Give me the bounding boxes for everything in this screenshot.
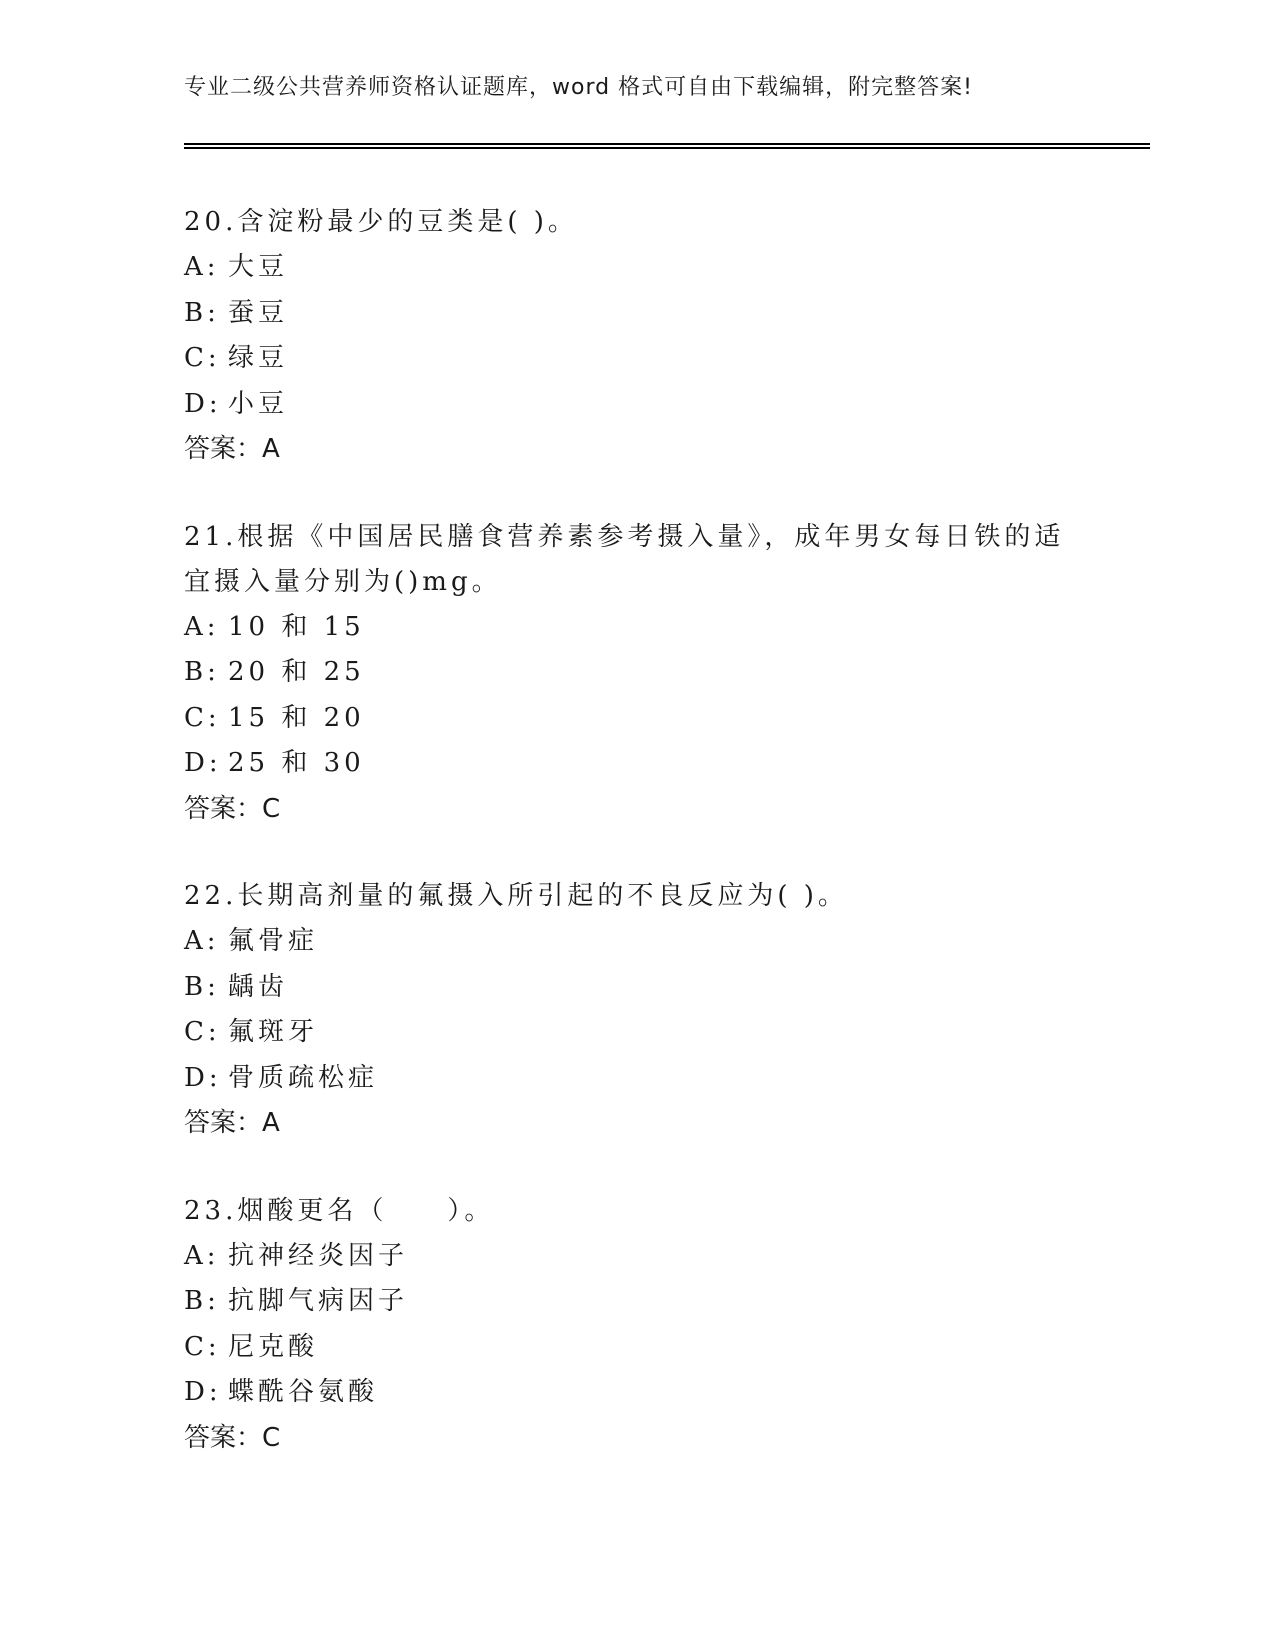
option-text: 骨质疏松症 — [228, 1062, 379, 1093]
question-23 — [184, 1189, 1084, 1462]
option-letter: B: — [184, 971, 220, 1002]
option-c — [184, 1325, 1084, 1371]
option-d — [184, 1056, 1084, 1102]
option-text: 小豆 — [228, 388, 289, 419]
option-text: 蚕豆 — [228, 297, 289, 328]
option-text: 抗脚气病因子 — [228, 1286, 409, 1316]
option-letter: B: — [184, 1286, 220, 1316]
option-letter: A: — [184, 1240, 220, 1271]
answer-line: 答案：C — [184, 1422, 281, 1453]
option-text: 蝶酰谷氨酸 — [228, 1377, 379, 1407]
option-letter: B: — [184, 297, 220, 328]
option-c — [184, 1010, 1084, 1056]
question-stem: 21.根据《中国居民膳食营养素参考摄入量》，成年男女每日铁的适宜摄入量分别为()mg。 — [184, 521, 1065, 597]
option-text: 龋齿 — [228, 971, 289, 1002]
question-stem: 22.长期高剂量的氟摄入所引起的不良反应为( )。 — [184, 881, 848, 911]
page-header: 专业二级公共营养师资格认证题库，word 格式可自由下载编辑，附完整答案! — [184, 75, 973, 100]
option-letter: D: — [184, 1377, 222, 1407]
option-d — [184, 741, 1084, 787]
question-list — [184, 200, 1084, 1503]
option-text: 10 和 15 — [228, 611, 365, 642]
answer-line: 答案：A — [184, 434, 280, 464]
option-text: 15 和 20 — [228, 702, 365, 733]
option-letter: B: — [184, 657, 220, 687]
option-d — [184, 382, 1084, 428]
answer-line: 答案：A — [184, 1108, 280, 1138]
question-stem: 23.烟酸更名（ ）。 — [184, 1195, 495, 1226]
option-text: 氟骨症 — [228, 926, 319, 956]
question-stem: 20.含淀粉最少的豆类是( )。 — [184, 207, 578, 237]
option-a — [184, 1234, 1084, 1280]
question-20 — [184, 200, 1084, 473]
option-text: 大豆 — [228, 252, 289, 282]
option-letter: A: — [184, 611, 220, 642]
option-letter: A: — [184, 926, 220, 956]
option-letter: A: — [184, 252, 220, 282]
option-text: 20 和 25 — [228, 657, 365, 687]
option-a — [184, 245, 1084, 291]
option-text: 绿豆 — [228, 343, 289, 373]
option-a — [184, 919, 1084, 965]
option-letter: C: — [184, 702, 221, 733]
option-text: 25 和 30 — [228, 748, 365, 778]
option-b — [184, 291, 1084, 337]
option-a — [184, 605, 1084, 651]
option-text: 抗神经炎因子 — [228, 1240, 409, 1271]
question-22 — [184, 874, 1084, 1147]
header-divider — [184, 143, 1150, 149]
answer-line: 答案：C — [184, 793, 281, 824]
question-21 — [184, 515, 1084, 833]
option-letter: C: — [184, 343, 221, 373]
option-letter: D: — [184, 388, 222, 419]
option-c — [184, 696, 1084, 742]
option-letter: C: — [184, 1331, 221, 1362]
option-text: 尼克酸 — [228, 1331, 319, 1362]
option-c — [184, 336, 1084, 382]
option-b — [184, 965, 1084, 1011]
option-text: 氟斑牙 — [228, 1017, 319, 1047]
option-letter: D: — [184, 1062, 222, 1093]
option-d — [184, 1370, 1084, 1416]
option-b — [184, 1279, 1084, 1325]
option-b — [184, 650, 1084, 696]
option-letter: C: — [184, 1017, 221, 1047]
option-letter: D: — [184, 748, 222, 778]
